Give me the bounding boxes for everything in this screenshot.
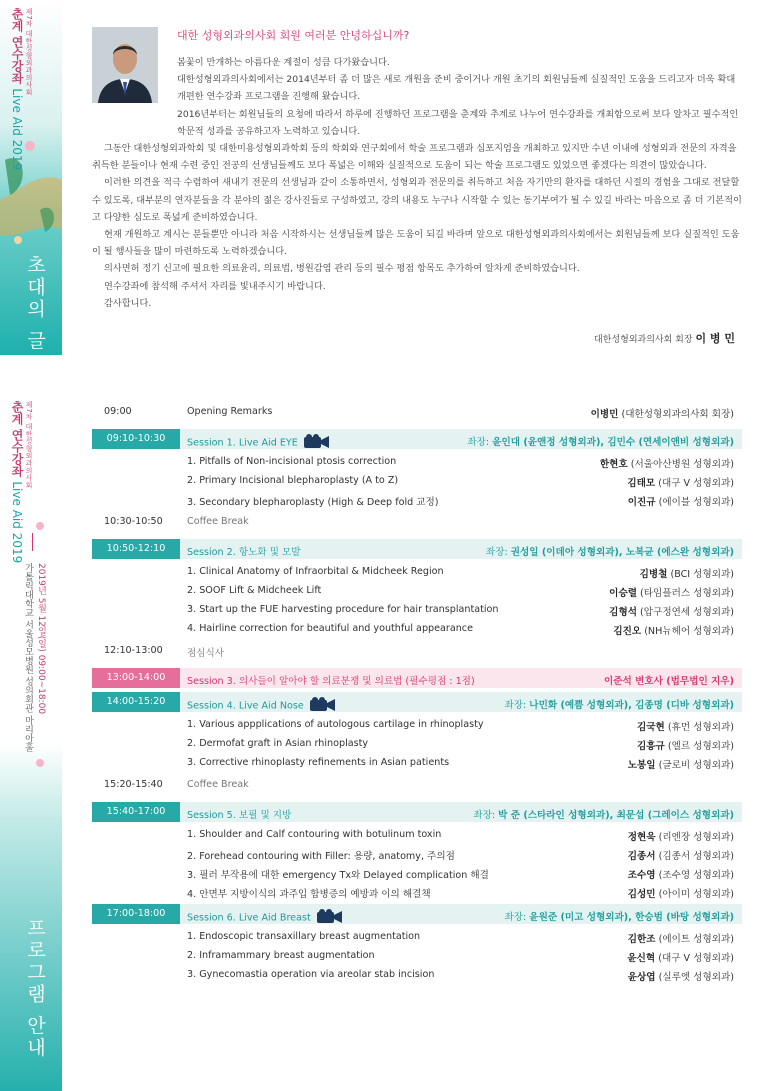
- letter-signature: [594, 330, 735, 346]
- row-title-text: 4. Hairline correction for beautiful and youthful appearance: [187, 623, 473, 634]
- row-title-text: Session 1. Live Aid EYE: [187, 437, 298, 449]
- row-title-text: 2. Forehead contouring with Filler: 용량, anatomy, 주의점: [187, 851, 455, 862]
- row-title: [187, 697, 336, 714]
- lecture-row: [92, 826, 742, 845]
- row-title: [187, 494, 439, 508]
- letter-paragraph: 현재 개원하고 계시는 분들뿐만 아니라 처음 시작하시는 선생님들께 많은 도움이 되길 바라며 앞으로 대한성형외과의사회에서는 회원님들께 보다 실질적인 도움이 될 행사들을 많이 마련하도록 노력하겠습니다.: [92, 229, 740, 258]
- row-title: [187, 475, 398, 486]
- row-title-text: 3. Start up the FUE harvesting procedure for hair transplantation: [187, 604, 499, 615]
- signature-title: 대한성형외과의사회 회장: [594, 335, 693, 345]
- sidebar-band-program: [0, 393, 62, 1091]
- speaker: [627, 475, 734, 489]
- speaker: [640, 566, 734, 580]
- row-time: 17:00-18:00: [92, 904, 180, 924]
- row-time: 09:00: [104, 406, 132, 417]
- chair-names: 나민화 (예쁨 성형외과), 김종명 (디바 성형외과): [529, 700, 734, 711]
- letter-paragraph: 연수강좌에 참석해 주셔서 자리를 빛내주시기 바랍니다.: [104, 280, 326, 292]
- row-title-text: 2. SOOF Lift & Midcheek Lift: [187, 585, 322, 596]
- speaker-affiliation: (에이트 성형외과): [658, 934, 734, 945]
- session-header: [92, 802, 742, 822]
- row-title: [187, 566, 444, 577]
- letter-paragraph: 이러한 의견을 적극 수렴하여 새내기 전문의 선생님과 같이 소통하면서, 성형외과 전문의를 취득하고 처음 자기만의 환자를 대하던 시절의 경험을 그대로 전달할 수 있도록, 대부분의 연자분들을 각 분야의 젊은 강사진들로 구성하였고, 강의 내용도 누구나 시작할 수 있는 동기부여가 될 수 있길 바라는 마음으로 좀 더 기본적이고 다양한 심도로 폭넓게 준비하였습니다.: [92, 177, 742, 223]
- lecture-row: [92, 928, 742, 947]
- session-chair: [504, 909, 734, 923]
- speaker: [613, 623, 734, 637]
- speaker: [628, 867, 734, 881]
- row-title-text: Session 2. 항노화 및 모발: [187, 547, 301, 558]
- speaker-affiliation: (엘르 성형외과): [667, 741, 734, 752]
- section-label-program: 프로그램 안내: [24, 918, 46, 1060]
- row-title-text: 1. Various appplications of autologous cartilage in rhinoplasty: [187, 719, 484, 730]
- letter-paragraph: 감사합니다.: [104, 297, 152, 309]
- speaker-name: 김병철: [639, 569, 668, 580]
- speaker: [637, 738, 734, 752]
- speaker: [628, 829, 734, 843]
- row-time: 09:10-10:30: [92, 429, 180, 449]
- session-chair: [604, 673, 734, 687]
- row-title: [187, 829, 441, 840]
- row-title: [187, 950, 375, 961]
- speaker-affiliation: (대구 V 성형외과): [658, 478, 734, 489]
- row-title-text: 1. Clinical Anatomy of Infraorbital & Midcheek Region: [187, 566, 444, 577]
- row-time: 14:00-15:20: [92, 692, 180, 712]
- lecture-row: [92, 563, 742, 582]
- lecture-row: [92, 716, 742, 735]
- sidebar-title-suffix: Live Aid 2019: [10, 88, 24, 171]
- row-title: [187, 604, 498, 615]
- row-time: 15:20-15:40: [104, 779, 163, 790]
- chair-prefix: 좌장:: [467, 437, 490, 448]
- row-title: [187, 673, 475, 687]
- row-title-text: Coffee Break: [187, 779, 249, 790]
- lecture-row: [92, 472, 742, 491]
- row-time: 12:10-13:00: [104, 645, 163, 656]
- session-chair: [504, 697, 734, 711]
- row-title-text: 2. Primary Incisional blepharoplasty (A to Z): [187, 475, 399, 486]
- video-camera-icon: [310, 697, 336, 714]
- speaker-name: 조수영: [627, 870, 656, 881]
- row-title-text: 3. 필러 부작용에 대한 emergency Tx와 Delayed complication 해결: [187, 870, 489, 881]
- row-title: [187, 886, 431, 900]
- chair-prefix: 좌장:: [504, 700, 527, 711]
- row-title-text: 2. Inframammary breast augmentation: [187, 950, 375, 961]
- speaker-name: 김흥규: [636, 741, 665, 752]
- speaker-affiliation: (조수영 성형외과): [658, 870, 734, 881]
- speaker-affiliation: (BCI 성형외과): [670, 569, 734, 580]
- lecture-row: [92, 582, 742, 601]
- row-title: [187, 585, 321, 596]
- lecture-row: [92, 620, 742, 639]
- break-row: [92, 639, 742, 666]
- chair-names: 이준석 변호사 (법무법인 지우): [604, 676, 734, 687]
- lecture-row: [92, 845, 742, 864]
- letter-paragraph: 의사면허 정기 신고에 필요한 의료윤리, 의료법, 병원감염 관리 등의 필수 평점 항목도 추가하여 알차게 준비하였습니다.: [104, 263, 580, 275]
- speaker: [627, 950, 734, 964]
- sidebar-title-2: [9, 401, 26, 563]
- speaker: [628, 969, 734, 983]
- chair-prefix: 좌장:: [485, 547, 508, 558]
- lecture-row: [92, 453, 742, 472]
- row-title: [187, 969, 434, 980]
- letter-paragraph: 대한성형외과의사회에서는 2014년부터 좀 더 많은 새로 개원을 준비 중이거나 개원 초기의 회원님들께 실질적인 도움을 드리고자 더욱 확대 개편한 연수강좌 프로그램을 진행해 왔습니다.: [177, 74, 736, 103]
- speaker-name: 이승렬: [609, 588, 637, 599]
- speaker-name: 김태모: [627, 478, 656, 489]
- row-title: [187, 867, 489, 881]
- row-title: [187, 757, 449, 768]
- speaker-affiliation: (타임플러스 성형외과): [640, 588, 734, 599]
- lecture-row: [92, 735, 742, 754]
- section-label-welcome: 초대의 글: [24, 255, 46, 353]
- break-row: [92, 773, 742, 800]
- speaker-affiliation: (NH뉴헤어 성형외과): [644, 626, 734, 637]
- signature-name: 이 병 민: [695, 332, 735, 345]
- row-title-text: 2. Dermofat graft in Asian rhinoplasty: [187, 738, 369, 749]
- sidebar-title: [9, 8, 26, 170]
- speaker-name: 김형석: [609, 607, 637, 618]
- speaker-affiliation: (김종서 성형외과): [658, 851, 734, 862]
- lecture-row: [92, 883, 742, 902]
- letter-paragraph: 2016년부터는 회원님들의 요청에 따라서 하루에 진행하던 프로그램을 춘계와 추계로 나누어 연수강좌를 개최함으로써 보다 알차고 필수적인 학문적 성과를 공유하고자 노력하고 있습니다.: [177, 108, 739, 137]
- speaker-name: 윤신혁: [627, 953, 656, 964]
- speaker-name: 김국현: [636, 722, 665, 733]
- speaker: [637, 719, 734, 733]
- row-title-text: 1. Pitfalls of Non-incisional ptosis correction: [187, 456, 397, 467]
- letter-paragraph: 봄꽃이 만개하는 아름다운 계절이 성큼 다가왔습니다.: [177, 57, 390, 68]
- speaker-name: 노봉일: [627, 760, 656, 771]
- row-title: [187, 909, 343, 926]
- sidebar-date: 2019년 5월 12일(일) 09:00~18:00: [36, 563, 46, 715]
- chair-names: 윤인대 (윤앤정 성형외과), 김민수 (연세이앤비 성형외과): [492, 437, 734, 448]
- row-title-text: Session 6. Live Aid Breast: [187, 912, 311, 924]
- speaker-affiliation: (글로비 성형외과): [658, 760, 734, 771]
- speaker-affiliation: (실루엣 성형외과): [658, 972, 734, 983]
- speaker: [609, 604, 734, 618]
- speaker-name: 이병민: [590, 409, 619, 420]
- row-title: [187, 516, 249, 527]
- speaker: [628, 757, 734, 771]
- sidebar-title-text-2: 춘계 연수강좌: [10, 401, 24, 478]
- row-title-text: Opening Remarks: [187, 406, 273, 417]
- row-title: [187, 807, 291, 821]
- session-header: [92, 904, 742, 924]
- speaker: [591, 406, 734, 420]
- letter-paragraph: 그동안 대한성형외과학회 및 대한미용성형외과학회 등의 학회와 연구회에서 학술 프로그램과 심포지엄을 개최하고 있지만 수년 이내에 성형외과 전문의 자격을 취득한 분들이나 현재 수련 중인 전공의 선생님들께도 보다 폭넓은 이해와 실질적으로 도움이 되는 학술 프로그램도 있었으면 좋겠다는 의견이 많았습니다.: [92, 143, 737, 172]
- speaker-name: 정현욱: [627, 832, 656, 843]
- speaker-affiliation: (에이블 성형외과): [658, 497, 734, 508]
- sidebar-title-suffix-2: Live Aid 2019: [10, 481, 24, 564]
- sidebar-band-welcome: [0, 0, 62, 355]
- lecture-row: [92, 947, 742, 966]
- speaker-name: 한현호: [599, 459, 628, 470]
- video-camera-icon: [317, 909, 343, 926]
- speaker-affiliation: (대한성형외과의사회 회장): [621, 409, 734, 420]
- sidebar-org-2: 제7차 대한성형외과의사회: [25, 401, 33, 489]
- row-title-text: 1. Shoulder and Calf contouring with botulinum toxin: [187, 829, 442, 840]
- sidebar-title-text: 춘계 연수강좌: [10, 8, 24, 85]
- row-time: 10:50-12:10: [92, 539, 180, 559]
- video-camera-icon: [304, 434, 330, 451]
- row-title: [187, 544, 301, 558]
- session-header: [92, 539, 742, 559]
- speaker-affiliation: (압구정연세 성형외과): [640, 607, 734, 618]
- row-title: [187, 456, 396, 467]
- row-title: [187, 779, 249, 790]
- row-title-text: Coffee Break: [187, 516, 249, 527]
- lecture-row: [92, 601, 742, 620]
- row-title-text: 점심식사: [187, 648, 225, 659]
- speaker-name: 이진규: [627, 497, 656, 508]
- letter-body: [92, 54, 742, 312]
- row-title: [187, 645, 224, 659]
- speaker-name: 김한조: [627, 934, 656, 945]
- row-title-text: 3. Secondary blepharoplasty (High & Deep fold 교정): [187, 497, 439, 508]
- row-title: [187, 848, 455, 862]
- row-title-text: 3. Corrective rhinoplasty refinements in Asian patients: [187, 757, 450, 768]
- session-chair: [473, 807, 734, 821]
- speaker: [609, 585, 734, 599]
- row-title-text: 4. 안면부 지방이식의 과주입 합병증의 예방과 이의 해결책: [187, 889, 431, 900]
- speaker: [600, 456, 734, 470]
- row-title: [187, 623, 473, 634]
- chair-prefix: 좌장:: [504, 912, 527, 923]
- row-title-text: Session 5. 보필 및 지방: [187, 810, 292, 821]
- speaker-affiliation: (대구 V 성형외과): [658, 953, 734, 964]
- lecture-row: [92, 754, 742, 773]
- lecture-row: [92, 491, 742, 510]
- chair-names: 권성일 (이데아 성형외과), 노복균 (에스완 성형외과): [510, 547, 734, 558]
- program-schedule: [92, 400, 742, 985]
- chair-names: 윤원준 (미고 성형외과), 한승범 (바탕 성형외과): [529, 912, 734, 923]
- lecture-row: [92, 966, 742, 985]
- row-title-text: 1. Endoscopic transaxillary breast augmentation: [187, 931, 421, 942]
- speaker-name: 김성민: [627, 889, 656, 900]
- lecture-row: [92, 864, 742, 883]
- row-title: [187, 738, 368, 749]
- row-title: [187, 719, 484, 730]
- chair-prefix: 좌장:: [473, 810, 496, 821]
- session-header: [92, 668, 742, 688]
- session-header: [92, 692, 742, 712]
- speaker-affiliation: (휴먼 성형외과): [667, 722, 734, 733]
- schedule-row: [92, 400, 742, 427]
- speaker-affiliation: (리엔장 성형외과): [658, 832, 734, 843]
- row-title-text: Session 3. 의사들이 알아야 할 의료분쟁 및 의료법 (필수평점 : 1점): [187, 676, 475, 687]
- row-title: [187, 931, 420, 942]
- speaker: [628, 848, 734, 862]
- sidebar-org: 제7차 대한성형외과의사회: [25, 8, 33, 96]
- row-title: [187, 406, 272, 417]
- speaker-affiliation: (아이미 성형외과): [658, 889, 734, 900]
- letter-greeting: 대한 성형외과의사회 회원 여러분 안녕하십니까?: [177, 29, 410, 42]
- speaker-name: 윤상엽: [627, 972, 656, 983]
- speaker: [628, 931, 734, 945]
- session-chair: [467, 434, 734, 448]
- session-header: [92, 429, 742, 449]
- row-title-text: Session 4. Live Aid Nose: [187, 700, 304, 712]
- row-time: 15:40-17:00: [92, 802, 180, 822]
- row-title-text: 3. Gynecomastia operation via areolar stab incision: [187, 969, 435, 980]
- row-title: [187, 434, 330, 451]
- chair-names: 박 준 (스타라인 성형외과), 최문섭 (그레이스 성형외과): [498, 810, 734, 821]
- row-time: 10:30-10:50: [104, 516, 163, 527]
- speaker-name: 김진오: [613, 626, 642, 637]
- speaker-name: 김종서: [627, 851, 656, 862]
- speaker-affiliation: (서울아산병원 성형외과): [630, 459, 734, 470]
- break-row: [92, 510, 742, 537]
- session-chair: [486, 544, 734, 558]
- speaker: [628, 886, 734, 900]
- speaker: [628, 494, 734, 508]
- sidebar-venue: 가톨릭대학교 서울성모병원 성의회관 마리아홀: [23, 563, 33, 752]
- row-time: 13:00-14:00: [92, 668, 180, 688]
